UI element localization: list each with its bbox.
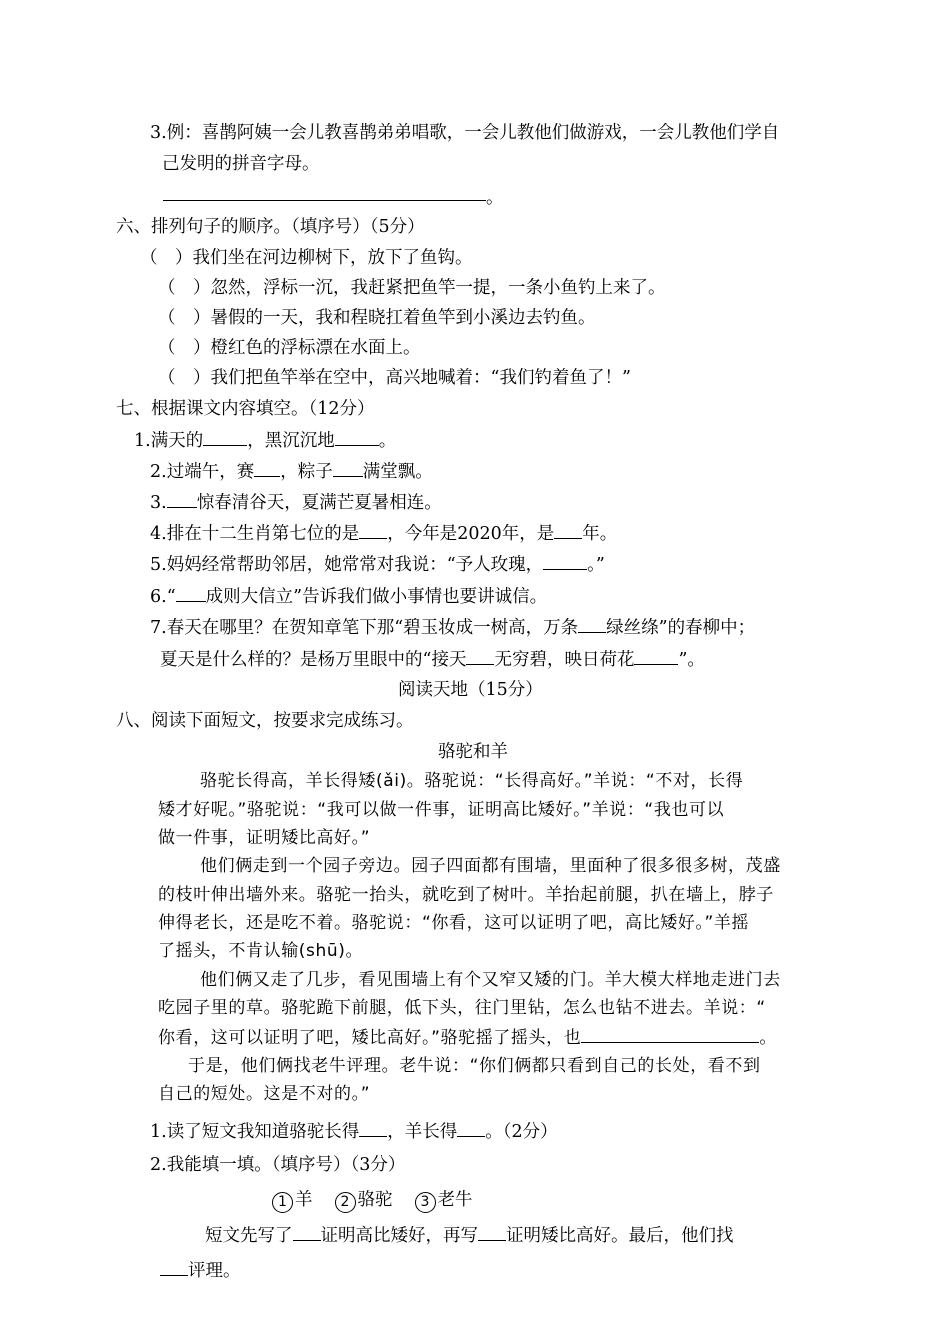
fill-text: 2.过端午，赛 [150, 462, 255, 482]
story-line: 于是，他们俩找老牛评理。老牛说：“你们俩都只看到自己的长处，看不到 [188, 1056, 761, 1076]
option-label: 羊 [295, 1190, 313, 1210]
fill-text: 无穷碧，映日荷花 [494, 650, 635, 670]
fill-blank[interactable] [359, 1118, 387, 1137]
fill-blank[interactable] [359, 520, 387, 539]
story-line: 他们俩走到一个园子旁边。园子四面都有围墙，里面种了很多很多树，茂盛 [200, 856, 781, 876]
question-2-heading: 2.我能填一填。（填序号）（3分） [150, 1155, 406, 1175]
option-label: 骆驼 [357, 1190, 393, 1210]
section6-heading: 六、排列句子的顺序。（填序号）（5分） [116, 217, 425, 237]
order-sentence: 忽然，浮标一沉，我赶紧把鱼竿一提，一条小鱼钓上来了。 [210, 278, 666, 298]
story-text: 你看，这可以证明了吧，矮比高好。”骆驼摇了摇头，也 [158, 1028, 582, 1048]
story-line: 自己的短处。这是不对的。” [158, 1084, 371, 1104]
story-line [158, 1024, 777, 1051]
fill-blank[interactable] [466, 646, 494, 665]
fill-blank[interactable] [160, 1257, 188, 1276]
fill-text: 。” [587, 555, 605, 575]
option-number: 3 [415, 1192, 436, 1213]
section6-item-3[interactable] [158, 305, 596, 331]
fill-blank[interactable] [335, 427, 379, 446]
order-bracket[interactable]: （ ） [158, 338, 211, 358]
fill-blank[interactable] [333, 458, 363, 477]
fill-text: 证明矮比高好。最后，他们找 [506, 1226, 734, 1246]
order-bracket[interactable]: （ ） [158, 308, 211, 328]
section7-item-3 [150, 489, 442, 516]
section7-item-6 [150, 583, 547, 610]
story-title: 骆驼和羊 [438, 742, 508, 762]
section7-item-7b [160, 646, 705, 673]
order-sentence: 我们把鱼竿举在空中，高兴地喊着：“我们钓着鱼了！” [210, 368, 631, 388]
q5-item3-answer-end: 。 [486, 188, 504, 208]
story-line: 他们俩又走了几步，看见围墙上有个又窄又矮的门。羊大模大样地走进门去 [200, 970, 781, 990]
fill-text: 年。 [582, 524, 618, 544]
fill-text: 绿丝绦”的春柳中； [606, 618, 756, 638]
section7-item-5 [150, 551, 605, 578]
order-sentence: 暑假的一天，我和程晓扛着鱼竿到小溪边去钓鱼。 [210, 308, 596, 328]
story-line: 吃园子里的草。骆驼跪下前腿，低下头，往门里钻，怎么也钻不进去。羊说：“ [158, 998, 766, 1018]
fill-blank[interactable] [176, 583, 206, 602]
section6-item-5[interactable] [158, 365, 631, 391]
story-line: 骆驼长得高，羊长得矮(ǎi)。骆驼说：“长得高好。”羊说：“不对，长得 [200, 771, 744, 791]
story-line: 的枝叶伸出墙外来。骆驼一抬头，就吃到了树叶。羊抬起前腿，扒在墙上，脖子 [158, 885, 774, 905]
section8-heading: 八、阅读下面短文，按要求完成练习。 [116, 711, 414, 731]
order-sentence: 橙红色的浮标漂在水面上。 [210, 338, 421, 358]
fill-text: 短文先写了 [205, 1226, 293, 1246]
options-row [272, 1187, 473, 1213]
fill-text: ，粽子 [280, 462, 333, 482]
fill-text: 4.排在十二生肖第七位的是 [150, 524, 360, 544]
fill-text: 7.春天在哪里？在贺知章笔下那“碧玉妆成一树高，万条 [150, 618, 579, 638]
q5-item3-answer-line[interactable] [163, 200, 486, 201]
fill-text: 惊春清谷天，夏满芒夏暑相连。 [196, 493, 442, 513]
fill-text: 满堂飘。 [362, 462, 433, 482]
section6-item-1[interactable] [140, 245, 473, 271]
fill-text: 。（2分） [485, 1122, 558, 1142]
order-bracket[interactable]: （ ） [140, 248, 193, 268]
story-line: 了摇头，不肯认输(shū)。 [158, 941, 364, 961]
option-number: 2 [335, 1192, 356, 1213]
option-number: 1 [272, 1192, 293, 1213]
story-line: 矮才好呢。”骆驼说：“我可以做一件事，证明高比矮好。”羊说：“我也可以 [158, 800, 725, 820]
fill-text: 夏天是什么样的？是杨万里眼中的“接天 [160, 650, 467, 670]
q5-item3-line1: 3.例：喜鹊阿姨一会儿教喜鹊弟弟唱歌，一会儿教他们做游戏，一会儿教他们学自 [150, 123, 780, 143]
order-bracket[interactable]: （ ） [158, 278, 211, 298]
section6-item-2[interactable] [158, 275, 666, 301]
fill-text: 证明高比矮好，再写 [320, 1226, 478, 1246]
fill-blank[interactable] [554, 520, 582, 539]
fill-text: ”。 [678, 650, 705, 670]
question-2-line-b [160, 1257, 241, 1284]
fill-blank[interactable] [543, 551, 587, 570]
fill-text: 评理。 [188, 1261, 241, 1281]
fill-text: 6.“ [150, 587, 176, 607]
fill-text: 1.读了短文我知道骆驼长得 [150, 1122, 360, 1142]
fill-text: 。 [378, 431, 397, 451]
fill-blank[interactable] [634, 646, 678, 665]
fill-blank[interactable] [578, 614, 606, 633]
order-bracket[interactable]: （ ） [158, 368, 211, 388]
story-blank[interactable] [581, 1024, 759, 1043]
section7-item-1 [134, 427, 396, 454]
fill-blank[interactable] [478, 1222, 506, 1241]
reading-title: 阅读天地（15分） [398, 680, 543, 700]
fill-text: 5.妈妈经常帮助邻居，她常常对我说：“予人玫瑰， [150, 555, 544, 575]
fill-text: 1.满天的 [134, 431, 204, 451]
fill-text: ，今年是2020年，是 [387, 524, 555, 544]
fill-blank[interactable] [254, 458, 280, 477]
fill-blank[interactable] [167, 489, 197, 508]
section7-item-7a [150, 614, 755, 641]
order-sentence: 我们坐在河边柳树下，放下了鱼钩。 [192, 248, 473, 268]
story-line: 做一件事，证明矮比高好。” [158, 828, 371, 848]
fill-text: ，黑沉沉地 [247, 431, 335, 451]
fill-blank[interactable] [203, 427, 247, 446]
story-line: 伸得老长，还是吃不着。骆驼说：“你看，这可以证明了吧，高比矮好。”羊摇 [158, 913, 750, 933]
fill-blank[interactable] [457, 1118, 485, 1137]
option-label: 老牛 [437, 1190, 473, 1210]
question-1 [150, 1118, 558, 1145]
section7-item-2 [150, 458, 433, 485]
section7-heading: 七、根据课文内容填空。（12分） [116, 399, 375, 419]
section7-item-4 [150, 520, 617, 547]
fill-blank[interactable] [293, 1222, 321, 1241]
story-text: 。 [759, 1028, 777, 1048]
section6-item-4[interactable] [158, 335, 421, 361]
fill-text: 成则大信立”告诉我们做小事情也要讲诚信。 [205, 587, 548, 607]
q5-item3-line2: 己发明的拼音字母。 [162, 154, 320, 174]
question-2-line-a [205, 1222, 734, 1249]
fill-text: ，羊长得 [387, 1122, 458, 1142]
fill-text: 3. [150, 493, 167, 513]
